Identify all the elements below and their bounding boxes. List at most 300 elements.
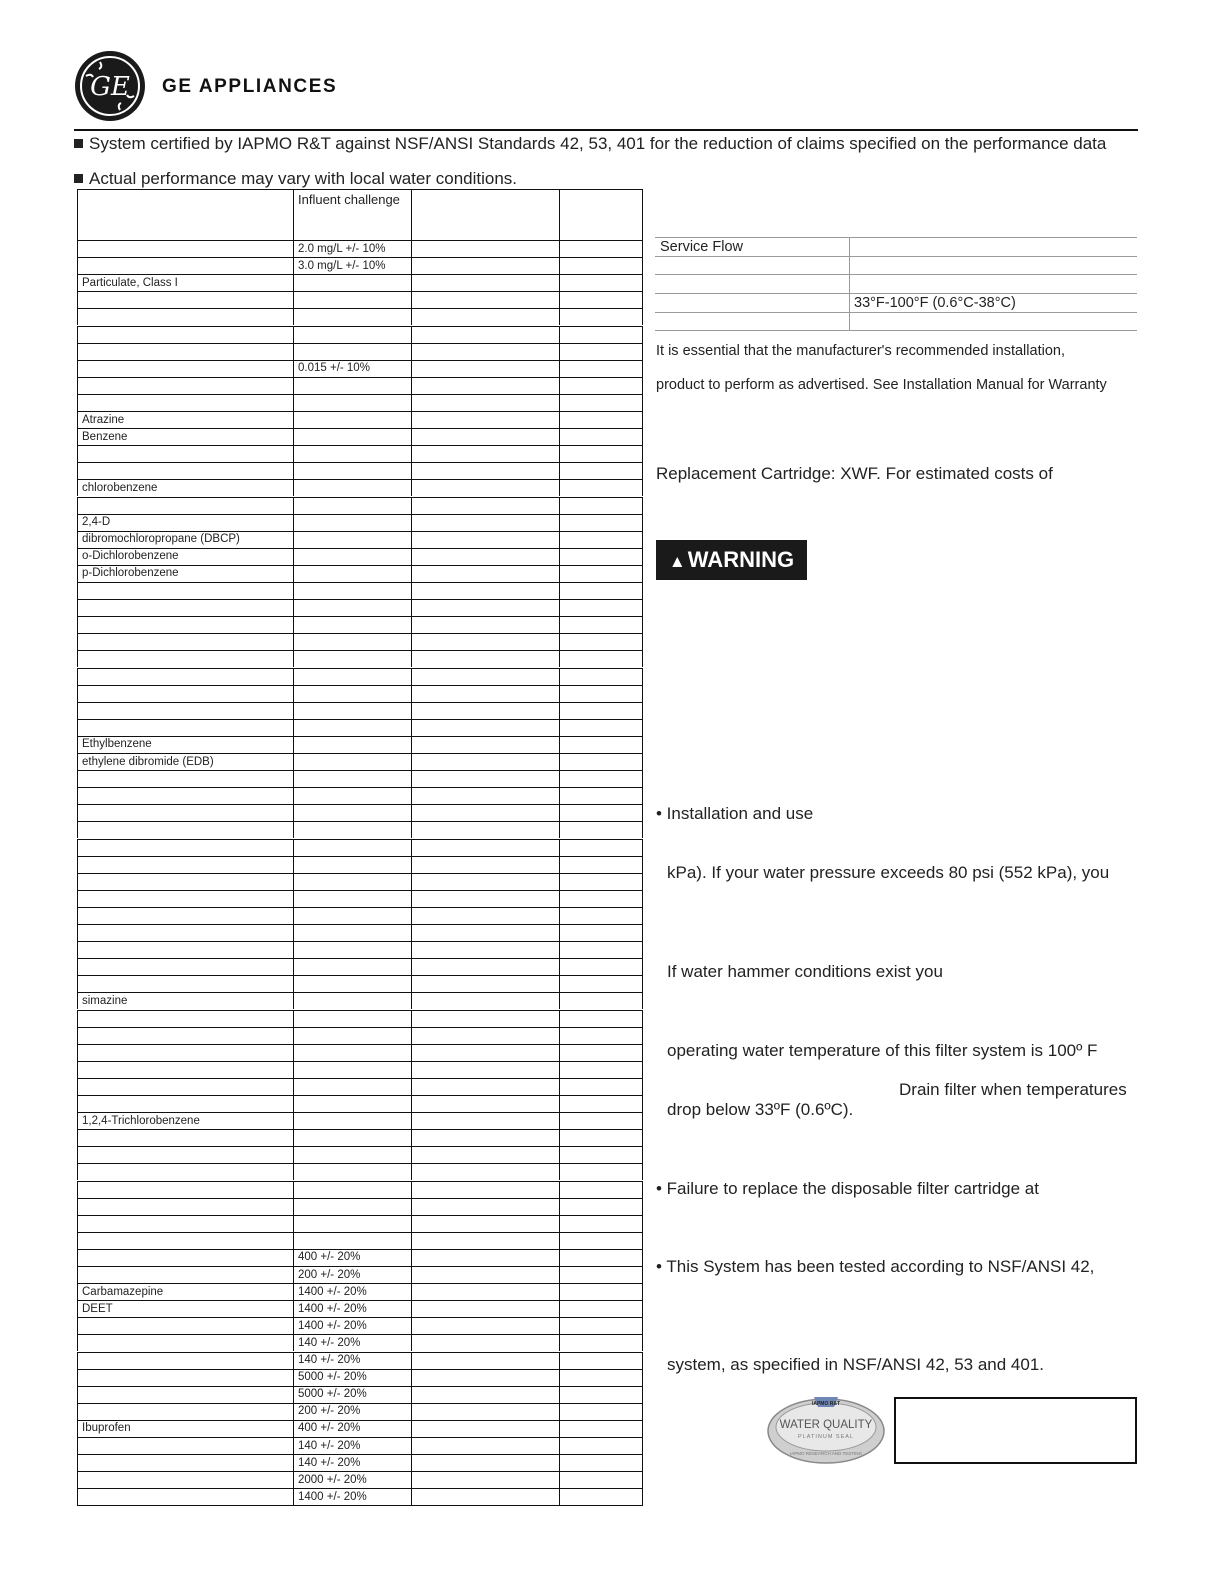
- influent-cell: [293, 1061, 411, 1078]
- replacement-cartridge-text: Replacement Cartridge: XWF. For estimated costs of: [656, 464, 1053, 483]
- table-row: [77, 1249, 643, 1266]
- influent-cell: [293, 1146, 411, 1163]
- table-row: [77, 377, 643, 394]
- table-cell: [559, 462, 643, 479]
- table-cell: [411, 1471, 559, 1488]
- table-cell: [559, 326, 643, 343]
- table-row: [77, 1078, 643, 1095]
- table-row: [77, 360, 643, 377]
- influent-cell: [293, 497, 411, 514]
- influent-cell: [293, 240, 411, 257]
- svg-text:IAPMO R&T: IAPMO R&T: [811, 1401, 841, 1407]
- ge-logo: [74, 50, 146, 122]
- table-cell: [559, 1283, 643, 1300]
- influent-challenge: 140 +/- 20%: [298, 1354, 361, 1367]
- table-row: [77, 1129, 643, 1146]
- table-cell: [559, 1078, 643, 1095]
- influent-cell: [293, 668, 411, 685]
- contaminant-name: simazine: [82, 994, 128, 1007]
- contaminant-cell: [77, 1181, 293, 1198]
- table-rule: [77, 531, 643, 532]
- contaminant-name: Atrazine: [82, 413, 125, 426]
- table-cell: [411, 616, 559, 633]
- influent-cell: [293, 633, 411, 650]
- table-cell: [411, 770, 559, 787]
- table-rule: [77, 274, 643, 275]
- table-rule: [77, 343, 643, 344]
- influent-cell: [293, 1317, 411, 1334]
- table-cell: [559, 394, 643, 411]
- influent-challenge: 400 +/- 20%: [298, 1251, 361, 1264]
- operating-temperature-text: operating water temperature of this filter system is 100º F: [667, 1041, 1098, 1060]
- temperature-range-value: 33°F-100°F (0.6°C-38°C): [854, 295, 1016, 311]
- table-rule: [77, 1300, 643, 1301]
- table-cell: [559, 1437, 643, 1454]
- table-cell: [411, 582, 559, 599]
- table-rule: [77, 1317, 643, 1318]
- table-rule: [77, 1334, 643, 1335]
- contaminant-cell: [77, 1163, 293, 1180]
- table-rule: [77, 1249, 643, 1250]
- table-row: [77, 941, 643, 958]
- influent-cell: [293, 599, 411, 616]
- table-cell: [411, 1198, 559, 1215]
- table-row: [77, 616, 643, 633]
- influent-cell: [293, 1437, 411, 1454]
- influent-cell: [293, 291, 411, 308]
- table-row: [77, 753, 643, 770]
- warning-triangle-icon: ▲: [668, 552, 686, 571]
- table-rule: [77, 1215, 643, 1216]
- spec-row-line: [655, 256, 1137, 257]
- table-cell: [559, 1317, 643, 1334]
- svg-text:IAPMO RESEARCH AND TESTING: IAPMO RESEARCH AND TESTING: [790, 1451, 862, 1456]
- nsf-testing-bullet: • This System has been tested according to NSF/ANSI 42,: [656, 1257, 1095, 1276]
- contaminant-cell: [77, 1010, 293, 1027]
- table-cell: [559, 1266, 643, 1283]
- spec-row-line: [655, 330, 1137, 331]
- table-cell: [411, 1317, 559, 1334]
- table-row: [77, 240, 643, 257]
- table-row: [77, 719, 643, 736]
- water-quality-seal: [766, 1393, 886, 1465]
- table-row: [77, 1181, 643, 1198]
- contaminant-cell: [77, 821, 293, 838]
- table-rule: [77, 291, 643, 292]
- influent-cell: [293, 685, 411, 702]
- table-rule: [77, 1266, 643, 1267]
- table-row: [77, 1386, 643, 1403]
- header-cell: [411, 189, 559, 240]
- influent-cell: [293, 719, 411, 736]
- spec-row-line: [655, 237, 1137, 238]
- table-cell: [559, 514, 643, 531]
- influent-cell: [293, 1283, 411, 1300]
- table-row: [77, 1232, 643, 1249]
- table-cell: [411, 736, 559, 753]
- table-cell: [559, 958, 643, 975]
- table-cell: [411, 753, 559, 770]
- influent-cell: [293, 1369, 411, 1386]
- table-row: [77, 736, 643, 753]
- contaminant-cell: [77, 787, 293, 804]
- influent-cell: [293, 753, 411, 770]
- contaminant-cell: [77, 274, 293, 291]
- table-cell: [411, 685, 559, 702]
- header-cell: [559, 189, 643, 240]
- contaminant-cell: [77, 1249, 293, 1266]
- table-row: [77, 308, 643, 325]
- certification-note: System certified by IAPMO R&T against NSF/ANSI Standards 42, 53, 401 for the reduction of claims specified on the performance data: [74, 134, 1106, 154]
- table-cell: [411, 1403, 559, 1420]
- warning-badge: ▲WARNING: [656, 540, 807, 580]
- table-cell: [559, 668, 643, 685]
- contaminant-cell: [77, 240, 293, 257]
- influent-cell: [293, 360, 411, 377]
- table-rule: [77, 360, 643, 361]
- influent-challenge: 1400 +/- 20%: [298, 1319, 367, 1332]
- table-rule: [77, 1232, 643, 1233]
- table-rule: [77, 582, 643, 583]
- installation-note-line1: It is essential that the manufacturer's recommended installation,: [656, 343, 1065, 359]
- table-rule: [77, 411, 643, 412]
- table-cell: [559, 274, 643, 291]
- contaminant-name: dibromochloropropane (DBCP): [82, 533, 240, 546]
- table-cell: [411, 1369, 559, 1386]
- contaminant-cell: [77, 890, 293, 907]
- influent-cell: [293, 308, 411, 325]
- table-rule: [77, 633, 643, 634]
- table-cell: [411, 1163, 559, 1180]
- influent-cell: [293, 856, 411, 873]
- influent-cell: [293, 1403, 411, 1420]
- influent-cell: [293, 702, 411, 719]
- contaminant-cell: [77, 479, 293, 496]
- installation-note-line2: product to perform as advertised. See Installation Manual for Warranty: [656, 377, 1107, 393]
- table-cell: [411, 1010, 559, 1027]
- contaminant-cell: [77, 1386, 293, 1403]
- performance-note: Actual performance may vary with local water conditions.: [74, 169, 517, 189]
- table-row: [77, 1061, 643, 1078]
- table-cell: [411, 1061, 559, 1078]
- contaminant-cell: [77, 1198, 293, 1215]
- table-cell: [411, 719, 559, 736]
- table-cell: [411, 702, 559, 719]
- table-rule: [77, 1163, 643, 1164]
- table-rule: [77, 445, 643, 446]
- table-cell: [411, 462, 559, 479]
- contaminant-cell: [77, 1232, 293, 1249]
- table-rule: [77, 257, 643, 258]
- table-cell: [559, 1044, 643, 1061]
- contaminant-cell: [77, 873, 293, 890]
- table-rule: [77, 565, 643, 566]
- table-cell: [559, 1010, 643, 1027]
- table-cell: [559, 633, 643, 650]
- influent-cell: [293, 377, 411, 394]
- table-cell: [411, 1488, 559, 1505]
- influent-challenge: 2.0 mg/L +/- 10%: [298, 242, 386, 255]
- table-cell: [559, 685, 643, 702]
- table-rule: [77, 240, 643, 241]
- influent-challenge: 5000 +/- 20%: [298, 1388, 367, 1401]
- table-rule: [77, 1437, 643, 1438]
- table-row: [77, 650, 643, 667]
- table-row: [77, 1146, 643, 1163]
- table-cell: [411, 326, 559, 343]
- table-cell: [559, 907, 643, 924]
- influent-cell: [293, 1386, 411, 1403]
- table-rule: [77, 668, 643, 669]
- table-row: [77, 1471, 643, 1488]
- influent-cell: [293, 1044, 411, 1061]
- svg-text:PLATINUM SEAL: PLATINUM SEAL: [798, 1434, 854, 1440]
- influent-cell: [293, 839, 411, 856]
- table-cell: [411, 257, 559, 274]
- table-cell: [411, 941, 559, 958]
- influent-cell: [293, 1300, 411, 1317]
- table-row: [77, 1095, 643, 1112]
- table-cell: [559, 1181, 643, 1198]
- influent-cell: [293, 531, 411, 548]
- table-cell: [411, 1232, 559, 1249]
- contaminant-cell: [77, 377, 293, 394]
- table-row: [77, 1488, 643, 1505]
- table-cell: [411, 1146, 559, 1163]
- table-row: [77, 668, 643, 685]
- table-rule: [77, 1454, 643, 1455]
- influent-cell: [293, 548, 411, 565]
- table-cell: [559, 257, 643, 274]
- table-cell: [411, 1266, 559, 1283]
- influent-cell: [293, 924, 411, 941]
- table-cell: [411, 821, 559, 838]
- table-cell: [411, 873, 559, 890]
- contaminant-cell: [77, 1488, 293, 1505]
- influent-cell: [293, 1232, 411, 1249]
- table-row: [77, 821, 643, 838]
- contaminant-cell: [77, 804, 293, 821]
- influent-cell: [293, 770, 411, 787]
- contaminant-cell: [77, 308, 293, 325]
- table-cell: [559, 360, 643, 377]
- table-cell: [559, 240, 643, 257]
- table-row: [77, 445, 643, 462]
- table-cell: [411, 958, 559, 975]
- table-row: [77, 873, 643, 890]
- table-cell: [411, 1300, 559, 1317]
- contaminant-cell: [77, 1146, 293, 1163]
- table-cell: [411, 514, 559, 531]
- table-cell: [411, 1215, 559, 1232]
- contaminant-name: Carbamazepine: [82, 1285, 164, 1298]
- table-cell: [411, 394, 559, 411]
- table-cell: [411, 1078, 559, 1095]
- table-cell: [559, 736, 643, 753]
- table-cell: [559, 479, 643, 496]
- table-rule: [77, 1112, 643, 1113]
- table-row: [77, 992, 643, 1009]
- table-cell: [559, 565, 643, 582]
- table-row: [77, 958, 643, 975]
- influent-cell: [293, 274, 411, 291]
- table-rule: [77, 941, 643, 942]
- contaminant-cell: [77, 633, 293, 650]
- table-cell: [411, 291, 559, 308]
- table-rule: [77, 992, 643, 993]
- contaminant-name: Benzene: [82, 430, 128, 443]
- table-row: [77, 1369, 643, 1386]
- table-rule: [77, 1505, 643, 1506]
- table-cell: [559, 1215, 643, 1232]
- nsf-standards-text: system, as specified in NSF/ANSI 42, 53 and 401.: [667, 1355, 1045, 1374]
- table-rule: [77, 685, 643, 686]
- contaminant-cell: [77, 736, 293, 753]
- table-row: [77, 428, 643, 445]
- influent-challenge: 5000 +/- 20%: [298, 1371, 367, 1384]
- table-rule: [77, 770, 643, 771]
- contaminant-cell: [77, 958, 293, 975]
- contaminant-cell: [77, 582, 293, 599]
- contaminant-cell: [77, 428, 293, 445]
- table-row: [77, 1112, 643, 1129]
- contaminant-name: Particulate, Class I: [82, 276, 178, 289]
- table-cell: [411, 1095, 559, 1112]
- table-cell: [411, 1249, 559, 1266]
- influent-cell: [293, 428, 411, 445]
- table-cell: [559, 941, 643, 958]
- table-row: [77, 1215, 643, 1232]
- influent-cell: [293, 514, 411, 531]
- influent-challenge: 3.0 mg/L +/- 10%: [298, 259, 386, 272]
- table-cell: [411, 1386, 559, 1403]
- table-cell: [559, 377, 643, 394]
- table-row: [77, 907, 643, 924]
- table-cell: [559, 1163, 643, 1180]
- influent-cell: [293, 462, 411, 479]
- influent-challenge: Influent challenge: [298, 192, 400, 207]
- table-row: [77, 890, 643, 907]
- influent-cell: [293, 1010, 411, 1027]
- contaminant-cell: [77, 411, 293, 428]
- table-cell: [411, 975, 559, 992]
- influent-cell: [293, 582, 411, 599]
- table-cell: [411, 1420, 559, 1437]
- table-row: [77, 548, 643, 565]
- contaminant-cell: [77, 702, 293, 719]
- contaminant-cell: [77, 326, 293, 343]
- contaminant-name: 1,2,4-Trichlorobenzene: [82, 1114, 200, 1127]
- influent-cell: [293, 257, 411, 274]
- contaminant-name: 2,4-D: [82, 516, 111, 529]
- header-cell: [293, 189, 411, 240]
- contaminant-cell: [77, 360, 293, 377]
- water-pressure-text: kPa). If your water pressure exceeds 80 psi (552 kPa), you: [667, 863, 1110, 882]
- contaminant-cell: [77, 753, 293, 770]
- table-rule: [77, 514, 643, 515]
- influent-cell: [293, 1078, 411, 1095]
- table-rule: [77, 719, 643, 720]
- influent-cell: [293, 873, 411, 890]
- table-rule: [77, 1010, 643, 1011]
- influent-cell: [293, 941, 411, 958]
- table-rule: [77, 839, 643, 840]
- contaminant-cell: [77, 1352, 293, 1369]
- table-row: [77, 1334, 643, 1351]
- table-rule: [77, 1471, 643, 1472]
- contaminant-cell: [77, 514, 293, 531]
- influent-cell: [293, 1334, 411, 1351]
- table-row: [77, 394, 643, 411]
- contaminant-cell: [77, 616, 293, 633]
- spec-row-line: [655, 312, 1137, 313]
- table-cell: [559, 308, 643, 325]
- contaminant-cell: [77, 1454, 293, 1471]
- influent-challenge: 140 +/- 20%: [298, 1456, 361, 1469]
- table-cell: [559, 992, 643, 1009]
- table-row: [77, 1027, 643, 1044]
- table-rule: [77, 428, 643, 429]
- table-cell: [411, 1352, 559, 1369]
- table-rule: [77, 856, 643, 857]
- table-row: [77, 565, 643, 582]
- table-header-row: [77, 189, 643, 240]
- table-rule: [77, 873, 643, 874]
- table-cell: [559, 1471, 643, 1488]
- table-cell: [559, 890, 643, 907]
- contaminant-cell: [77, 1027, 293, 1044]
- contaminant-cell: [77, 1334, 293, 1351]
- table-row: [77, 924, 643, 941]
- influent-cell: [293, 1129, 411, 1146]
- freeze-temperature-text: drop below 33ºF (0.6ºC).: [667, 1100, 854, 1119]
- table-row: [77, 1044, 643, 1061]
- table-row: [77, 633, 643, 650]
- contaminant-cell: [77, 941, 293, 958]
- influent-cell: [293, 1454, 411, 1471]
- table-cell: [559, 1403, 643, 1420]
- table-cell: [559, 343, 643, 360]
- table-cell: [559, 856, 643, 873]
- contaminant-cell: [77, 685, 293, 702]
- table-cell: [559, 616, 643, 633]
- table-row: [77, 497, 643, 514]
- table-cell: [559, 428, 643, 445]
- influent-cell: [293, 804, 411, 821]
- contaminant-cell: [77, 1078, 293, 1095]
- contaminant-cell: [77, 770, 293, 787]
- influent-cell: [293, 736, 411, 753]
- contaminant-cell: [77, 394, 293, 411]
- table-row: [77, 1454, 643, 1471]
- table-rule: [77, 1078, 643, 1079]
- influent-cell: [293, 1352, 411, 1369]
- table-cell: [411, 445, 559, 462]
- table-rule: [77, 924, 643, 925]
- table-rule: [77, 479, 643, 480]
- table-cell: [559, 719, 643, 736]
- table-cell: [559, 1095, 643, 1112]
- table-rule: [77, 1198, 643, 1199]
- table-cell: [411, 633, 559, 650]
- contaminant-cell: [77, 1317, 293, 1334]
- table-rule: [77, 616, 643, 617]
- table-rule: [77, 787, 643, 788]
- table-cell: [411, 240, 559, 257]
- table-rule: [77, 821, 643, 822]
- influent-cell: [293, 992, 411, 1009]
- table-cell: [411, 1454, 559, 1471]
